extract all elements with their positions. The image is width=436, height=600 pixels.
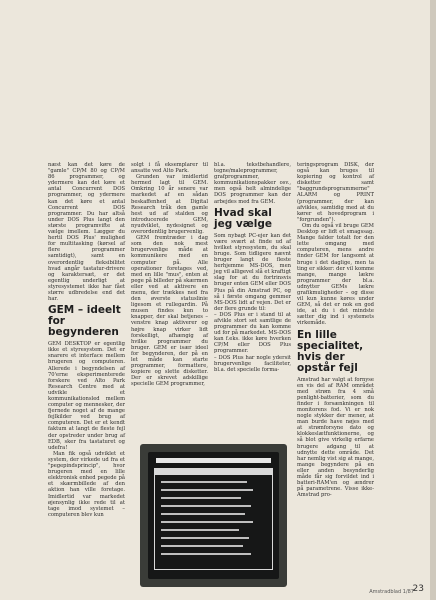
paragraph: Om du også vil bruge GEM Desktop er lidt et smagssag. Mange falder totalt for den lette omgang med computeren, mens andre finder GEM for langsomt at bruge i det daglige, men ta ting er sikker: der vil komme mange, mange lækre programmer der bl.a. udnytter GEMs lækre grafikmuligheder – og disse vil kun kunne køres under GEM, så det er nok en god ide, at du i det mindste sætter dig ind i systemets virkemåde. [297, 222, 374, 327]
list-item [161, 553, 251, 555]
list-item [161, 505, 251, 507]
text-column-3 [214, 162, 291, 373]
paragraph: – DOS Plus er i stand til at afvikle stort set samtlige de programmer du kan komme ud for på markedet. MS-DOS kan f.eks. ikke køre hverken CP/M eller DOS Plus programmer. [214, 311, 291, 355]
list-item [161, 489, 253, 491]
computer-screen-photo [140, 444, 287, 587]
list-item [161, 513, 245, 515]
window-title-bar [155, 469, 272, 475]
directory-window [154, 468, 273, 570]
list-item [161, 521, 253, 523]
text-column-2 [131, 162, 208, 387]
footer-source: Amstradblad 1/87 [369, 589, 414, 595]
list-item [161, 537, 249, 539]
section-heading-gem: GEM – ideelt for begynderen [48, 304, 121, 339]
screen-display [148, 452, 279, 579]
paragraph: næst kan det køre de "gamle" CP/M 80 og CP/M 86 programmer, og ydermere kan det køre et antal Concurrent DOS programmer, og ydermere kan det køre et antal Concurrent DOS programmer. Du har altså under DOS Plus langt den største programvifte at vælge imellem. Lægger du hertil DOS Plus' mulighed for multitasking (kørsel af flere programmer samtidigt), samt en overordentlig fleksibilitet hvad angår tastatur-drivere og karaktersæt, er det egentlig underligt at styresystemet ikke har fået større udbredelse end det har. [48, 162, 125, 303]
paragraph: GEM DESKTOP er egentlig ikke et styresystem. Det er snarere et interface mellem brugeren og computeren. Allerede i begyndelsen af 70'erne eksperimenterede forskere ved Alto Park Research Centre med at udvikle et kommunikationsled mellem computer og mennesker, der fjernede noget af de mange fejlkilder ved brug af computeren. Det er et kendt faktum at langt de fleste fejl der opstreder under brug af EDB, sker fra tastaturet og udefra! [48, 341, 125, 451]
page-edge-shadow [430, 0, 436, 600]
paragraph: Som nybagt PC-ejer kan det være svært at finde ud af hvilket styresystem, du skal bruge. Som tidligere nævnt bruger langt de fleste herhjemme MS-DOS, men jeg vil alligevel slå et kraftigt slag for at du fortrinsvis bruger enten GEM eller DOS Plus på din Amstrad PC, og så i første omgang gemmer MS-DOS lidt af vejen. Det er der flere grunde til: [214, 232, 291, 312]
menu-bar [156, 458, 271, 463]
text-column-4 [297, 162, 374, 498]
list-item [161, 481, 247, 483]
section-heading-error: En lille specialitet, hvis der opstår fejl [297, 328, 364, 374]
paragraph: GEM fremtræder i dag som den nok mest brugervenlige måde at kommunikere med en computer på. Alle operationer foretages ved, med en lille "mus", enten at pege på billeder på skærmen eller ved at aktivere en menu, der trækkes ned fra den øverste statuslinie ligesom et rullegardin. På musen findes kun to knapper, der skal betjenes – venstre knap aktiverer og højre knap virker lidt forskelligt, afhængig af hvilke programmer du bruger. GEM er især ideel for begynderen, der på en let måde kan starte programmer, formattere, kopiere og slette disketter. Der er skrevet adskillige specielle GEM programmer, [131, 235, 208, 388]
paragraph: solgt i få eksemplarer til ansatte ved Alto Park. [131, 162, 208, 175]
paragraph: bl.a. tekstbehandlere, tegne/maleprogrammer, grafprogrammer, kommunikationspakker osv., men også helt almindelige DOS programmer kan der arbejdes med fra GEM. [214, 162, 291, 205]
paragraph: – DOS Plus har nogle ydersit brugervenlige faciliteter, bl.a. det specielle forma- [214, 354, 291, 373]
list-item [161, 545, 243, 547]
list-item [161, 497, 241, 499]
text-column-1 [48, 162, 125, 518]
section-heading-choice: Hvad skal jeg vælge [214, 206, 272, 230]
paragraph: Amstrad har valgt at fornyse en vis del af RAM området med strøm fra 4 små penlight-batterier, som du finder i forsænkningen til monitorens fod. Vi er nok nogle stykker der mener, at man burde have nøjes med at strømforsyne dato og klokkeslætfunktionerne, og så blot give virkelig erfarne brugere adgang til at udnytte dette område. Det har nemlig vist sig at mange, mange begyndere på en eller anden besynderlig måde får sig forvildet ind i batteri-RAM'en og ændrer på parametrene. Visse ikke-Amstrad pro- [297, 376, 374, 499]
page-number: 23 [412, 584, 424, 594]
paragraph: Grunden var imidlertid hermed lagt til GEM. Omkring 10 år senere var markedet af en sådan beskaffenhed at Digital Research tråk den gamle hest ud af stalden og introducerede GEM, nyudviklet, nydesignet og overordentlig brugervenlig. [131, 174, 208, 236]
paragraph: Man fik også udviklet et system, der virkede ud fra et "pegepindsprincip", hvor brugeren med en lille elektronisk enhed pegede på et skærmbillede af den aktion han ville foretage. Imidlertid var markedet øjensynlig ikke rede til at tage imod systemet – computeren blev kun [48, 450, 125, 518]
paragraph: teringsprogram DISK, der også kan bruges til kopiering og kontrol af disketter samt "baggrundsprogrammerne" ALARM og PRINT (programmer, der kan afvikles, samtidig med at du kører et hovedprogram i "forgrunden"). [297, 162, 374, 223]
list-item [161, 529, 239, 531]
